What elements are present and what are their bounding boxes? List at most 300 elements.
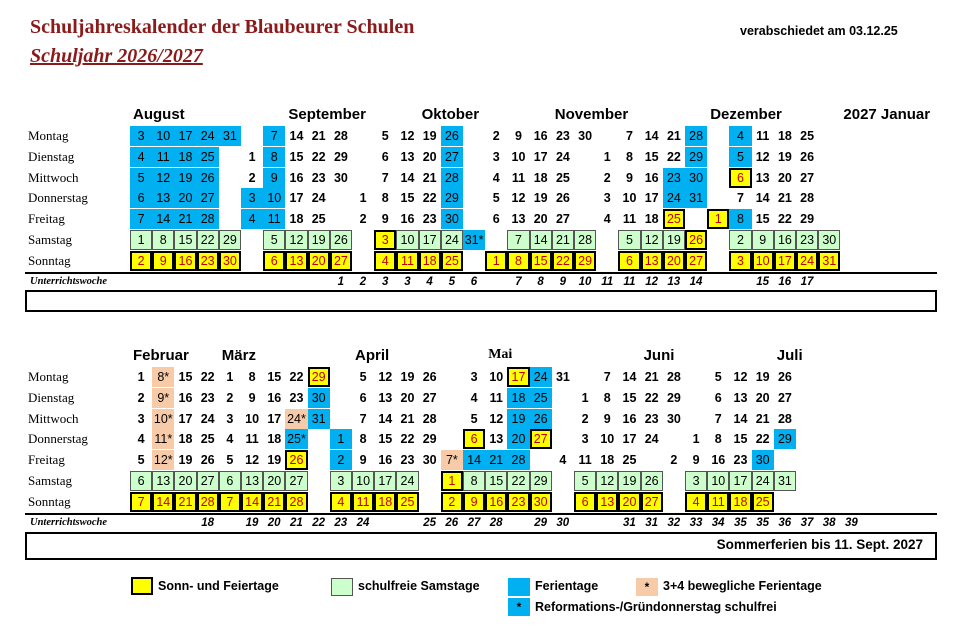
calendar-day: 13 — [489, 432, 504, 447]
bottom-week-row-label: Unterrichtswoche — [30, 517, 108, 528]
calendar-day: 1 — [441, 471, 463, 491]
calendar-day: 30 — [666, 411, 681, 426]
calendar-day: 21 — [263, 492, 285, 512]
week-number: 3 — [381, 276, 389, 288]
calendar-day: 5 — [574, 471, 596, 491]
calendar-day: 17 — [507, 367, 529, 387]
calendar-day: 27 — [555, 212, 570, 227]
calendar-day: 23 — [289, 390, 304, 405]
calendar-day: 1 — [359, 191, 367, 206]
week-number: 25 — [423, 517, 436, 529]
calendar-day: 26 — [197, 168, 219, 188]
calendar-day: 13 — [400, 149, 415, 164]
week-number: 28 — [489, 517, 503, 529]
calendar-day: 19 — [618, 471, 640, 491]
week-number: 11 — [601, 276, 614, 288]
calendar-day: 26 — [777, 370, 792, 384]
calendar-day: 1 — [603, 149, 611, 164]
week-number: 1 — [337, 276, 344, 288]
calendar-day: 6 — [219, 471, 241, 491]
top-day-label: Sonntag — [28, 252, 71, 268]
calendar-day: 11 — [707, 492, 729, 512]
calendar-day: 4 — [470, 390, 478, 405]
calendar-day: 2 — [130, 251, 152, 271]
calendar-day: 14 — [733, 411, 748, 426]
calendar-day: 6 — [574, 492, 596, 512]
calendar-day: 12* — [152, 450, 174, 470]
week-number: 15 — [756, 276, 769, 288]
calendar-day: 16 — [485, 492, 507, 512]
calendar-day: 17 — [774, 251, 796, 271]
calendar-day: 8* — [152, 367, 174, 387]
calendar-day: 16 — [774, 230, 796, 250]
calendar-day: 13 — [378, 390, 393, 405]
calendar-day: 31 — [555, 370, 570, 384]
calendar-day: 2 — [330, 450, 352, 470]
calendar-day: 5 — [714, 370, 722, 384]
calendar-day: 20 — [533, 212, 548, 227]
week-number: 24 — [356, 517, 370, 529]
week-number: 8 — [537, 276, 544, 288]
calendar-day: 16 — [644, 170, 659, 185]
week-number: 29 — [534, 517, 547, 529]
calendar-day: 25 — [441, 251, 463, 271]
calendar-day: 3 — [729, 251, 751, 271]
calendar-day: 20 — [174, 188, 196, 208]
calendar-day: 23 — [733, 453, 748, 468]
calendar-day: 10 — [263, 188, 285, 208]
calendar-day: 19 — [507, 409, 529, 429]
calendar-day: 24 — [530, 367, 552, 387]
calendar-day: 7 — [626, 129, 633, 143]
calendar-day: 13 — [285, 251, 307, 271]
calendar-day: 12 — [152, 168, 174, 188]
legend-reformation-swatch: * — [508, 598, 530, 616]
calendar-day: 13 — [596, 492, 618, 512]
calendar-day: 14 — [241, 492, 263, 512]
calendar-day: 28 — [285, 492, 307, 512]
week-number: 12 — [645, 276, 658, 288]
calendar-day: 30 — [752, 450, 774, 470]
week-number: 33 — [689, 517, 703, 529]
calendar-day: 6 — [618, 251, 640, 271]
calendar-day: 10 — [600, 432, 615, 447]
calendar-day: 12 — [511, 191, 526, 206]
week-number: 35 — [756, 517, 769, 529]
calendar-day: 24 — [752, 471, 774, 491]
calendar-day: 28 — [422, 411, 437, 426]
calendar-day: 24 — [555, 149, 570, 164]
month-header: April — [355, 347, 390, 364]
calendar-day: 9* — [152, 388, 174, 408]
calendar-day: 10 — [511, 149, 526, 164]
calendar-day: 23 — [663, 168, 685, 188]
calendar-day: 9 — [463, 492, 485, 512]
calendar-day: 2 — [441, 492, 463, 512]
calendar-day: 26 — [641, 471, 663, 491]
month-header: Mai — [488, 347, 513, 362]
calendar-day: 25 — [200, 432, 215, 447]
calendar-day: 27 — [777, 390, 792, 405]
month-header: September — [288, 106, 366, 123]
calendar-day: 2 — [603, 170, 611, 185]
calendar-day: 18 — [600, 453, 615, 468]
calendar-day: 22 — [552, 251, 574, 271]
legend-saturday-label: schulfreie Samstage — [358, 579, 480, 593]
calendar-day: 12 — [489, 411, 504, 426]
calendar-day: 10* — [152, 409, 174, 429]
calendar-day: 26 — [530, 409, 552, 429]
calendar-day: 5 — [130, 168, 152, 188]
week-number: 22 — [312, 517, 325, 529]
calendar-day: 23 — [197, 251, 219, 271]
calendar-day: 16 — [267, 390, 282, 405]
bottom-day-label: Sonntag — [28, 493, 71, 509]
bottom-day-label: Samstag — [28, 473, 73, 488]
calendar-day: 12 — [755, 149, 770, 164]
calendar-day: 21 — [400, 411, 415, 426]
calendar-day: 24 — [663, 188, 685, 208]
calendar-day: 31 — [219, 126, 241, 146]
calendar-day: 12 — [596, 471, 618, 491]
calendar-day: 31* — [463, 230, 485, 250]
calendar-day: 15 — [178, 370, 193, 384]
calendar-day: 22 — [197, 230, 219, 250]
calendar-day: 15 — [485, 471, 507, 491]
month-header: Juni — [643, 347, 675, 364]
calendar-day: 29 — [774, 429, 796, 449]
calendar-day: 1 — [692, 432, 700, 447]
calendar-day: 18 — [644, 212, 659, 227]
calendar-day: 13 — [241, 471, 263, 491]
calendar-day: 11* — [152, 429, 174, 449]
calendar-day: 23 — [507, 492, 529, 512]
week-number: 20 — [267, 517, 281, 529]
calendar-day: 6 — [729, 168, 751, 188]
calendar-day: 19 — [267, 453, 282, 468]
calendar-day: 26 — [330, 230, 352, 250]
week-number: 10 — [578, 276, 592, 288]
calendar-day: 11 — [263, 209, 285, 229]
calendar-day: 16 — [289, 170, 304, 185]
legend-reformation-label: Reformations-/Gründonnerstag schulfrei — [535, 600, 777, 614]
calendar-day: 17 — [533, 149, 548, 164]
calendar-day: 18 — [267, 432, 282, 447]
page-title: Schuljahreskalender der Blaubeurer Schulen — [30, 16, 415, 38]
calendar-day: 4 — [492, 170, 500, 185]
calendar-day: 21 — [422, 170, 437, 185]
calendar-day: 25 — [555, 170, 570, 185]
calendar-day: 24 — [441, 230, 463, 250]
calendar-day: 2 — [729, 230, 751, 250]
top-day-label: Freitag — [28, 211, 65, 227]
top-day-label: Samstag — [28, 232, 73, 247]
calendar-day: 15 — [174, 230, 196, 250]
calendar-day: 1 — [130, 230, 152, 250]
calendar-day: 17 — [174, 126, 196, 146]
week-number: 18 — [201, 517, 214, 529]
calendar-day: 24 — [796, 251, 818, 271]
calendar-day: 28 — [507, 450, 529, 470]
legend-vacation-label: Ferientage — [535, 579, 599, 593]
calendar-day: 11 — [511, 170, 526, 185]
calendar-day: 30 — [530, 492, 552, 512]
calendar-day: 19 — [422, 129, 437, 143]
calendar-day: 29 — [530, 471, 552, 491]
calendar-day: 6 — [463, 429, 485, 449]
week-number: 17 — [800, 276, 814, 288]
calendar-day: 22 — [422, 191, 437, 206]
school-year-title: Schuljahr 2026/2027 — [30, 45, 203, 67]
calendar-day: 1 — [485, 251, 507, 271]
calendar-day: 1 — [707, 209, 729, 229]
calendar-day: 20 — [618, 492, 640, 512]
calendar-day: 8 — [248, 370, 256, 384]
month-header: Dezember — [710, 106, 782, 123]
calendar-day: 1 — [137, 370, 145, 384]
calendar-day: 28 — [197, 492, 219, 512]
top-divider — [25, 272, 937, 274]
calendar-day: 28 — [666, 370, 681, 384]
calendar-day: 3 — [581, 432, 589, 447]
calendar-day: 26 — [200, 453, 215, 468]
calendar-day: 5 — [359, 370, 367, 384]
calendar-day: 7 — [219, 492, 241, 512]
calendar-day: 25* — [285, 429, 307, 449]
calendar-day: 20 — [422, 149, 437, 164]
calendar-day: 18 — [533, 170, 548, 185]
calendar-day: 27 — [641, 492, 663, 512]
calendar-day: 6 — [130, 188, 152, 208]
calendar-day: 29 — [333, 149, 348, 164]
calendar-day: 28 — [441, 168, 463, 188]
calendar-day: 17 — [178, 411, 193, 426]
calendar-day: 31 — [818, 251, 840, 271]
calendar-day: 27 — [330, 251, 352, 271]
calendar-day: 31 — [308, 409, 330, 429]
calendar-day: 14 — [152, 492, 174, 512]
calendar-day: 21 — [485, 450, 507, 470]
calendar-day: 23 — [200, 390, 215, 405]
calendar-day: 25 — [530, 388, 552, 408]
calendar-day: 22 — [666, 149, 681, 164]
calendar-day: 2 — [359, 212, 367, 227]
week-number: 21 — [289, 517, 303, 529]
calendar-day: 7 — [714, 411, 722, 426]
calendar-day: 5 — [226, 453, 234, 468]
calendar-day: 9 — [381, 212, 389, 227]
calendar-day: 5 — [263, 230, 285, 250]
calendar-day: 4 — [729, 126, 751, 146]
calendar-day: 22 — [777, 212, 792, 227]
calendar-day: 4 — [226, 432, 234, 447]
calendar-day: 10 — [396, 230, 418, 250]
calendar-day: 19 — [178, 453, 193, 468]
calendar-day: 11 — [152, 147, 174, 167]
calendar-day: 2 — [248, 170, 256, 185]
week-number: 34 — [711, 517, 725, 529]
top-day-label: Donnerstag — [28, 190, 88, 206]
week-number: 2 — [359, 276, 367, 288]
calendar-day: 28 — [800, 191, 815, 206]
calendar-day: 19 — [400, 370, 415, 384]
calendar-day: 17 — [622, 432, 637, 447]
calendar-day: 5 — [137, 453, 145, 468]
calendar-day: 5 — [470, 411, 478, 426]
calendar-day: 9 — [692, 453, 700, 468]
calendar-day: 23 — [555, 129, 570, 143]
calendar-day: 22 — [311, 149, 326, 164]
calendar-day: 17 — [289, 191, 304, 206]
week-number: 30 — [556, 517, 570, 529]
week-number: 7 — [515, 276, 522, 288]
calendar-day: 11 — [396, 251, 418, 271]
calendar-day: 19 — [755, 370, 770, 384]
calendar-day: 23 — [400, 453, 415, 468]
calendar-day: 30 — [441, 209, 463, 229]
calendar-day: 26 — [685, 230, 707, 250]
calendar-day: 4 — [374, 251, 396, 271]
calendar-day: 27 — [530, 429, 552, 449]
calendar-day: 21 — [174, 492, 196, 512]
calendar-day: 21 — [644, 370, 659, 384]
calendar-day: 5 — [381, 129, 389, 143]
calendar-day: 20 — [755, 390, 770, 405]
week-number: 26 — [445, 517, 459, 529]
calendar-day: 29 — [422, 432, 437, 447]
week-number: 9 — [559, 276, 566, 288]
calendar-day: 7 — [737, 191, 744, 206]
calendar-day: 10 — [489, 370, 504, 384]
top-day-label: Dienstag — [28, 148, 75, 164]
calendar-day: 7 — [603, 370, 611, 384]
calendar-day: 3 — [241, 188, 263, 208]
calendar-day: 1 — [226, 370, 234, 384]
calendar-day: 19 — [663, 230, 685, 250]
calendar-day: 28 — [333, 129, 348, 143]
calendar-day: 4 — [685, 492, 707, 512]
calendar-day: 2 — [670, 453, 678, 468]
week-number: 37 — [800, 517, 814, 529]
calendar-day: 3 — [603, 191, 611, 206]
bottom-day-label: Donnerstag — [28, 431, 88, 447]
legend-holiday-label: Sonn- und Feiertage — [158, 579, 279, 593]
calendar-day: 13 — [152, 471, 174, 491]
calendar-day: 6 — [263, 251, 285, 271]
calendar-day: 27 — [685, 251, 707, 271]
calendar-day: 23 — [796, 230, 818, 250]
calendar-day: 29 — [219, 230, 241, 250]
calendar-day: 29 — [666, 390, 681, 405]
calendar-day: 8 — [729, 209, 751, 229]
calendar-day: 10 — [152, 126, 174, 146]
calendar-day: 30 — [818, 230, 840, 250]
calendar-day: 20 — [777, 170, 792, 185]
calendar-day: 16 — [174, 251, 196, 271]
calendar-day: 2 — [492, 129, 500, 143]
calendar-day: 5 — [492, 191, 500, 206]
calendar-day: 26 — [800, 149, 815, 164]
week-number: 27 — [467, 517, 481, 529]
month-header: März — [221, 347, 256, 364]
calendar-day: 8 — [263, 147, 285, 167]
summer-box — [25, 532, 937, 560]
calendar-day: 25 — [622, 453, 637, 468]
calendar-day: 24 — [396, 471, 418, 491]
calendar-day: 16 — [400, 212, 415, 227]
calendar-day: 1 — [248, 149, 256, 164]
calendar-day: 17 — [729, 471, 751, 491]
calendar-day: 11 — [622, 212, 637, 227]
calendar-day: 30 — [685, 168, 707, 188]
bottom-divider — [25, 513, 937, 515]
calendar-day: 15 — [755, 212, 770, 227]
calendar-day: 6 — [714, 390, 722, 405]
calendar-day: 21 — [666, 129, 681, 143]
calendar-day: 14 — [755, 191, 770, 206]
calendar-day: 28 — [685, 126, 707, 146]
calendar-day: 13 — [733, 390, 748, 405]
bottom-day-label: Mittwoch — [28, 410, 79, 426]
calendar-day: 7 — [381, 170, 389, 185]
calendar-day: 6 — [492, 212, 500, 227]
calendar-day: 1 — [330, 429, 352, 449]
calendar-day: 23 — [644, 411, 659, 426]
calendar-day: 7 — [130, 209, 152, 229]
top-week-row-label: Unterrichtswoche — [30, 276, 108, 287]
calendar-day: 28 — [777, 411, 792, 426]
month-header: 2027 Januar — [843, 106, 931, 123]
bottom-day-label: Montag — [28, 369, 69, 384]
calendar-day: 21 — [311, 129, 326, 143]
calendar-day: 11 — [756, 129, 770, 143]
calendar-day: 22 — [289, 370, 304, 384]
calendar-day: 12 — [733, 370, 748, 384]
calendar-day: 15 — [289, 149, 304, 164]
calendar-day: 25 — [197, 147, 219, 167]
calendar-day: 3 — [492, 149, 500, 164]
calendar-day: 8 — [507, 251, 529, 271]
calendar-day: 14 — [378, 411, 393, 426]
calendar-day: 14 — [463, 450, 485, 470]
calendar-day: 26 — [555, 191, 570, 206]
calendar-day: 4 — [603, 212, 611, 227]
calendar-day: 14 — [400, 170, 415, 185]
calendar-day: 24 — [200, 411, 215, 426]
calendar-day: 3 — [130, 126, 152, 146]
calendar-day: 13 — [511, 212, 526, 227]
month-header: August — [133, 106, 185, 123]
calendar-day: 14 — [530, 230, 552, 250]
calendar-day: 4 — [330, 492, 352, 512]
calendar-day: 15 — [400, 191, 415, 206]
calendar-day: 20 — [263, 471, 285, 491]
calendar-day: 9 — [359, 453, 367, 468]
calendar-day: 3 — [470, 370, 478, 384]
calendar-day: 10 — [352, 471, 374, 491]
calendar-day: 18 — [178, 432, 193, 447]
calendar-day: 28 — [197, 209, 219, 229]
calendar-day: 23 — [422, 212, 437, 227]
calendar-day: 29 — [800, 212, 815, 227]
calendar-day: 3 — [137, 411, 145, 426]
top-day-label: Montag — [28, 128, 69, 143]
calendar-day: 7 — [507, 230, 529, 250]
calendar-day: 10 — [622, 191, 637, 206]
legend-holiday-swatch — [131, 577, 153, 595]
calendar-day: 20 — [663, 251, 685, 271]
calendar-day: 21 — [777, 191, 792, 206]
